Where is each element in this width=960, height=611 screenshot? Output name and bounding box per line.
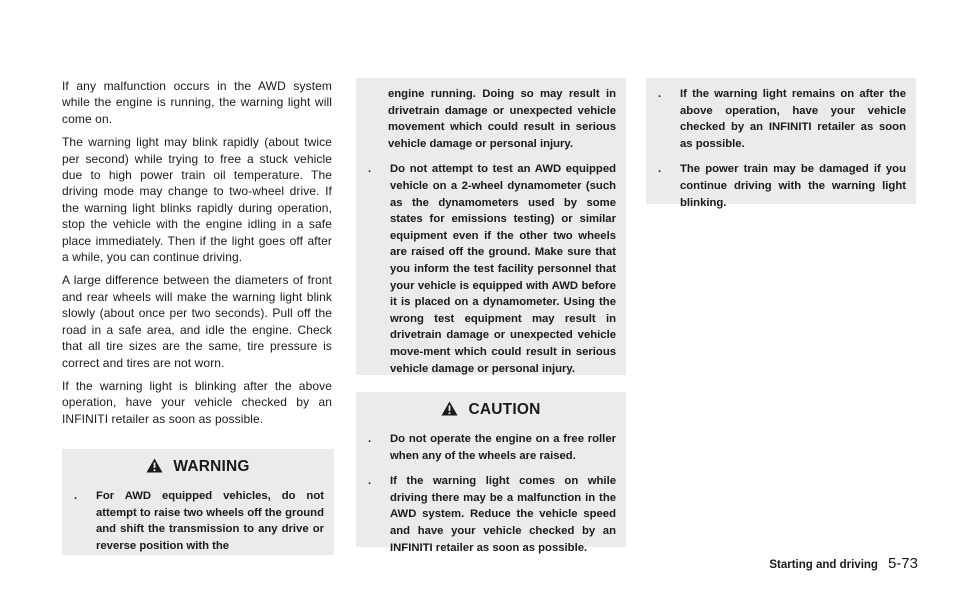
paragraph: If any malfunction occurs in the AWD system while the engine is running, the warning light will come on. xyxy=(62,79,332,126)
caution-item xyxy=(656,161,906,211)
warning-heading xyxy=(62,449,334,488)
column-left xyxy=(62,78,332,434)
warning-box-continued xyxy=(356,78,626,375)
caution-item-text: If the warning light remains on after the above operation, have your vehicle checked by an INFINITI retailer as soon as possible. xyxy=(680,88,906,150)
caution-item-text: If the warning light comes on while driving there may be a malfunction in the AWD system. Reduce the vehicle speed and have your vehicle checked by an INFINITI retailer as soon as possible. xyxy=(390,475,616,554)
paragraph: The warning light may blink rapidly (about twice per second) while trying to free a stuck vehicle due to high power train oil temperature. The driving mode may change to two-wheel drive. If the warning light blinks rapidly during operation, stop the vehicle with the engine idling in a safe place immediately. Then if the light goes off after a while, you can continue driving. xyxy=(62,135,332,265)
caution-box xyxy=(356,392,626,554)
warning-item-text: Do not attempt to test an AWD equipped vehicle on a 2-wheel dynamometer (such as the dynamometers used by some states for emissions testing) or similar equipment even if the other two wheels are raised off the ground. Make sure that you inform the test facility personnel that your vehicle is equipped with AWD before it is placed on a dynamometer. Using the wrong test equipment may result in drivetrain damage or unexpected vehicle move-ment which could result in serious vehicle damage or personal injury. xyxy=(390,163,616,375)
caution-title: CAUTION xyxy=(468,401,541,418)
warning-triangle-icon xyxy=(441,401,458,421)
caution-item xyxy=(366,473,616,556)
caution-item-text: The power train may be damaged if you continue driving with the warning light blinking. xyxy=(680,163,906,209)
bullet: . xyxy=(368,163,372,176)
bullet: . xyxy=(658,88,662,100)
paragraph: If the warning light is blinking after the above operation, have your vehicle checked by an INFINITI retailer as soon as possible. xyxy=(62,378,332,426)
warning-triangle-icon xyxy=(146,458,163,478)
warning-box xyxy=(62,449,334,555)
caution-item-text: Do not operate the engine on a free roller when any of the wheels are raised. xyxy=(390,433,616,462)
bullet: . xyxy=(368,475,372,488)
page-footer xyxy=(769,555,918,572)
caution-box-continued xyxy=(646,78,916,209)
bullet: . xyxy=(74,490,78,502)
caution-item xyxy=(656,86,906,152)
paragraph: A large difference between the diameters of front and rear wheels will make the warning light blink slowly (about once per two seconds). Pull off the road in a safe area, and idle the engine. Check that all tire sizes are the same, tire pressure is correct and tires are not worn. xyxy=(62,273,332,370)
bullet: . xyxy=(368,433,372,445)
warning-item xyxy=(72,488,324,554)
caution-item xyxy=(366,431,616,464)
section-title: Starting and driving xyxy=(769,559,878,571)
page-number: 5-73 xyxy=(887,555,918,572)
caution-heading xyxy=(356,392,626,431)
warning-item-text: For AWD equipped vehicles, do not attempt to raise two wheels off the ground and shift the transmission to any drive or reverse position with the xyxy=(96,490,324,552)
bullet: . xyxy=(658,163,662,176)
warning-item-text-continued: engine running. Doing so may result in drivetrain damage or unexpected vehicle movement which could result in serious vehicle damage or personal injury. xyxy=(388,88,616,150)
warning-item xyxy=(366,161,616,377)
warning-title: WARNING xyxy=(173,458,250,475)
